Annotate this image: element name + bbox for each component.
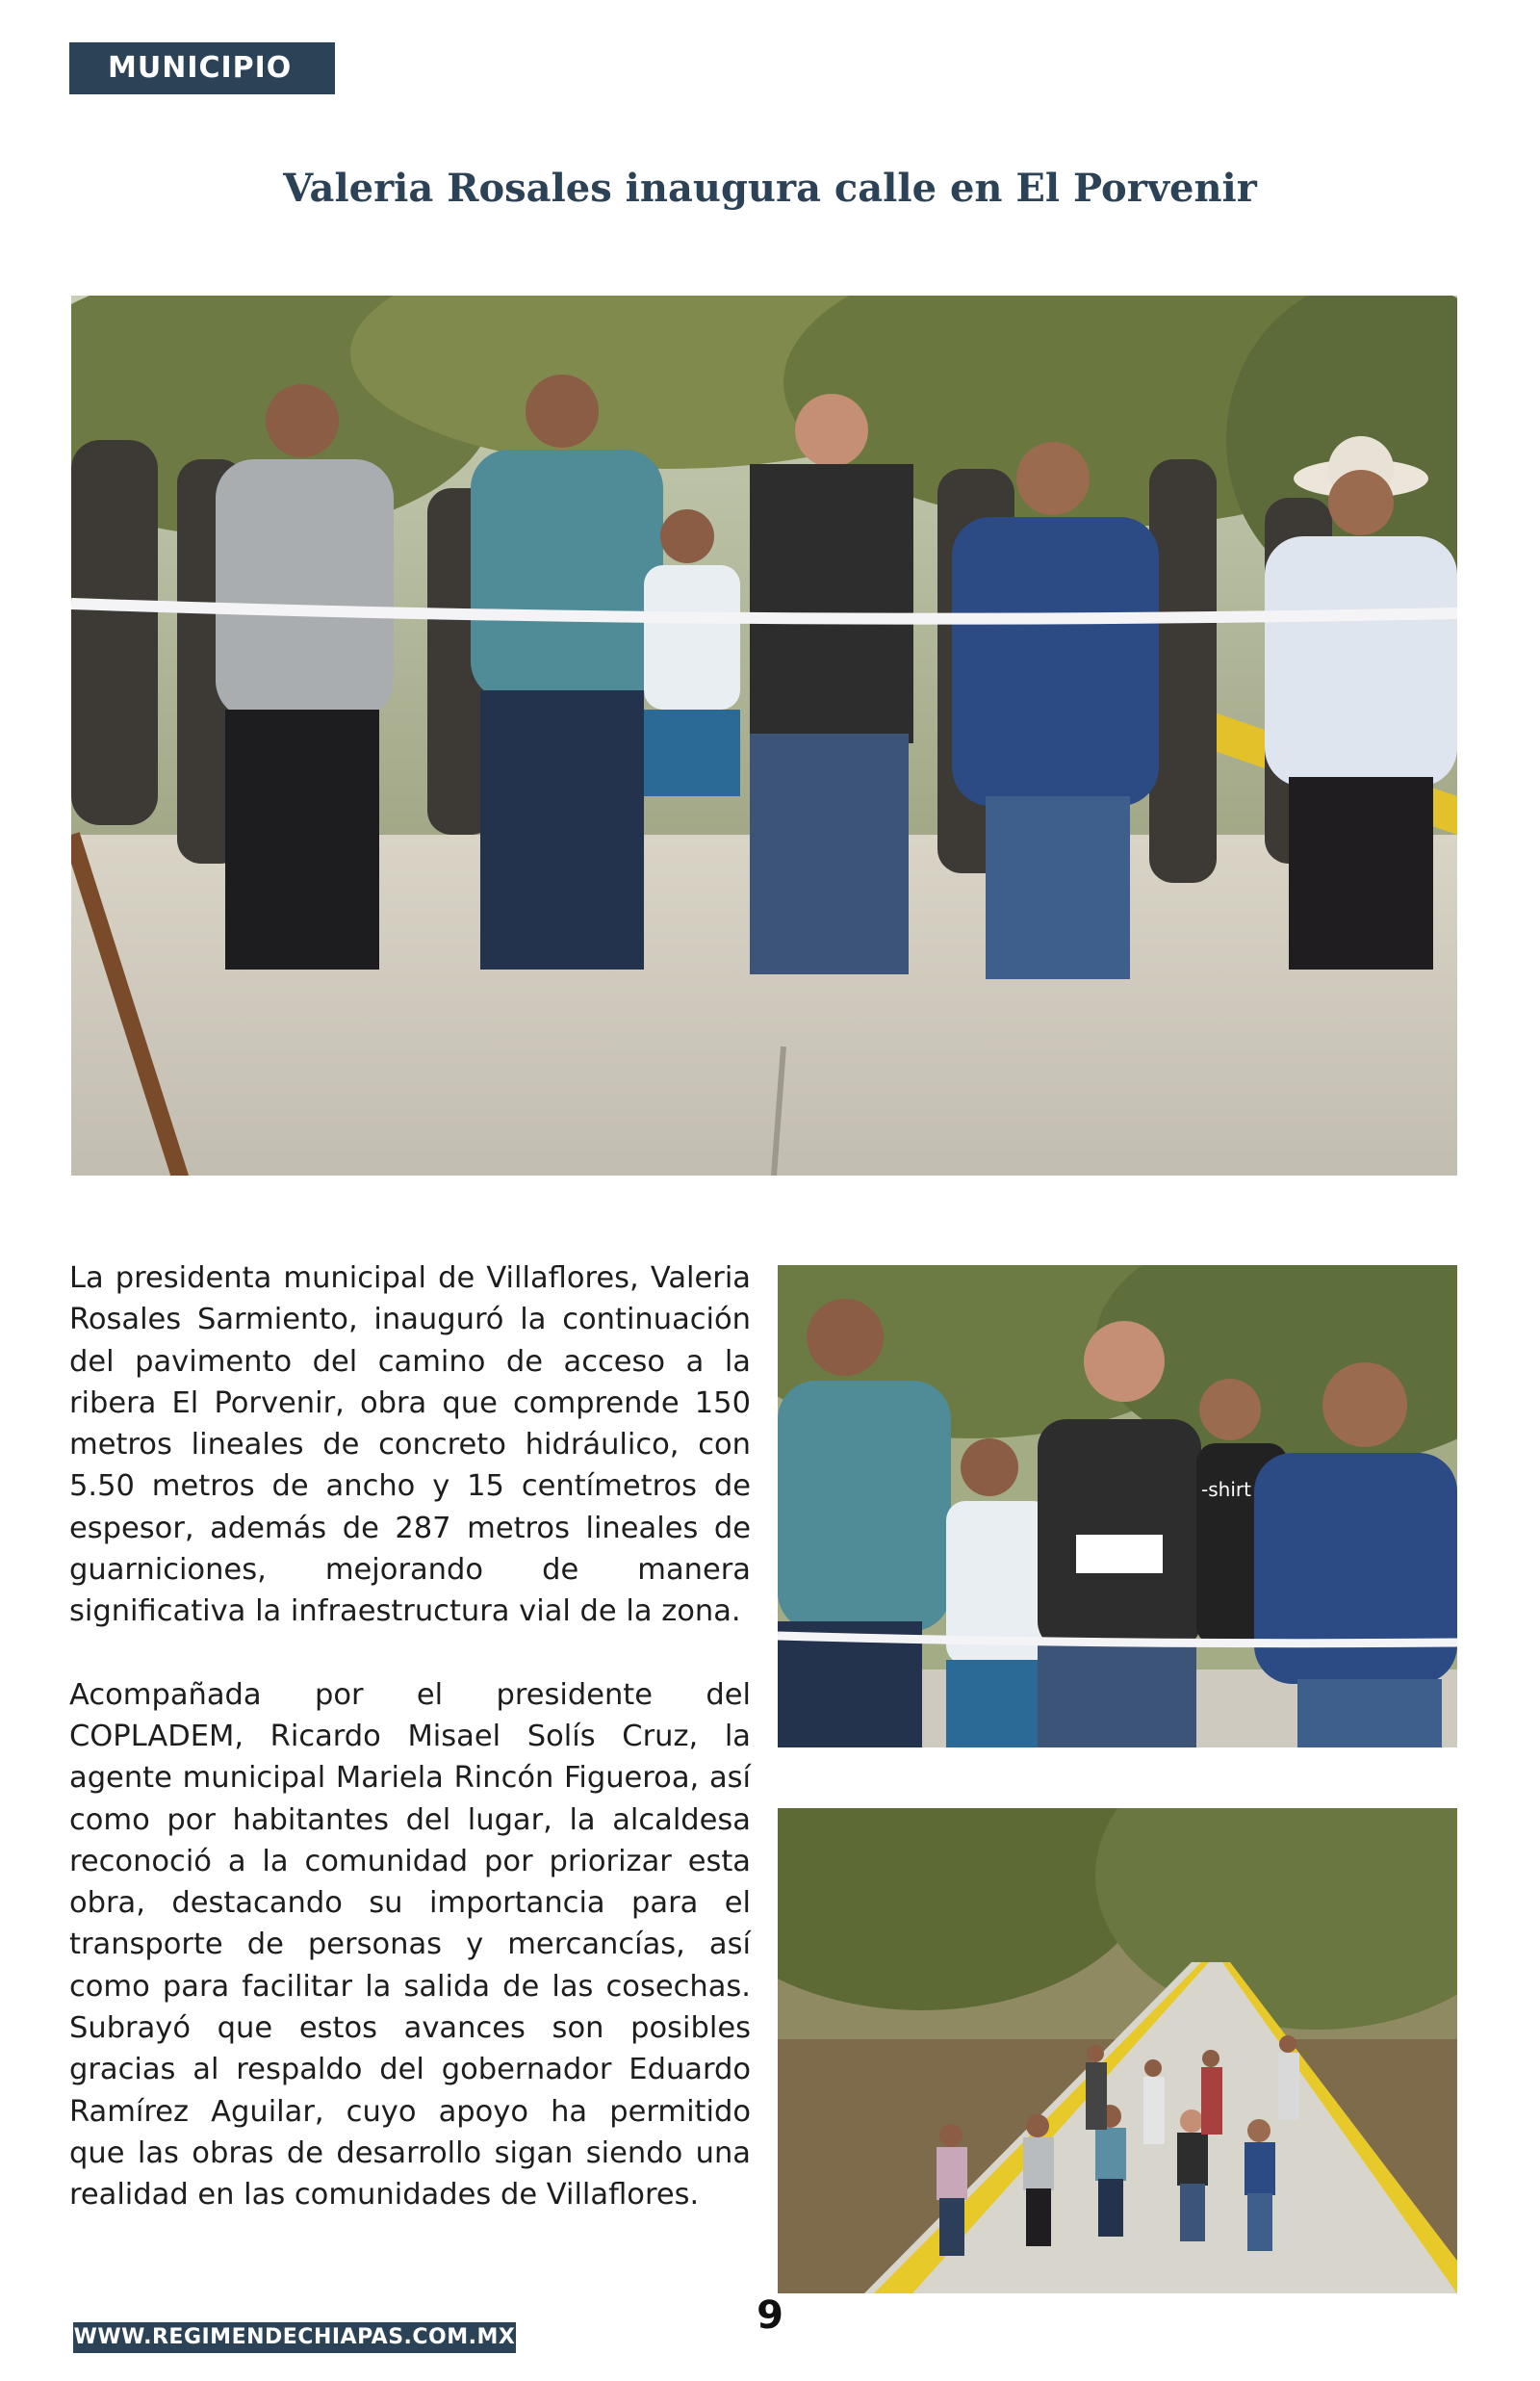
side-photo-bottom	[778, 1808, 1457, 2293]
article-title: Valeria Rosales inaugura calle en El Porvenir	[283, 166, 1257, 211]
footer-url: WWW.REGIMENDECHIAPAS.COM.MX	[73, 2322, 516, 2353]
section-tag: MUNICIPIO	[69, 42, 335, 94]
article-paragraph: Acompañada por el presidente del COPLADEM, Ricardo Misael Solís Cruz, la agente municipal Mariela Rincón Figueroa, así como por habitantes del lugar, la alcaldesa reconoció a la comunidad por priorizar esta obra, destacando su importancia para el transporte de personas y mercancías, así como para facilitar la salida de las cosechas. Subrayó que estos avances son posibles gracias al respaldo del gobernador Eduardo Ramírez Aguilar, cuyo apoyo ha permitido que las obras de desarrollo sigan siendo una realidad en las comunidades de Villaflores.	[69, 1677, 751, 2213]
main-photo	[71, 296, 1457, 1176]
ribbon-cutting-photo-icon	[71, 296, 1457, 1176]
shirt-text: -shirt	[1201, 1478, 1251, 1501]
side-photo-top	[778, 1265, 1457, 1747]
article-paragraph: La presidenta municipal de Villaflores, Valeria Rosales Sarmiento, inauguró la continuación del pavimento del camino de acceso a la ribera El Porvenir, obra que comprende 150 metros lineales de concreto hidráulico, con 5.50 metros de ancho y 15 centímetros de espesor, además de 287 metros lineales de guarniciones, mejorando de manera significativa la infraestructura vial de la zona.	[69, 1261, 751, 1629]
ribbon-cutting-closeup-photo-icon	[778, 1265, 1457, 1747]
road-walk-photo-icon	[778, 1808, 1457, 2293]
article-body	[69, 1257, 751, 2216]
page-number: 9	[757, 2293, 783, 2338]
